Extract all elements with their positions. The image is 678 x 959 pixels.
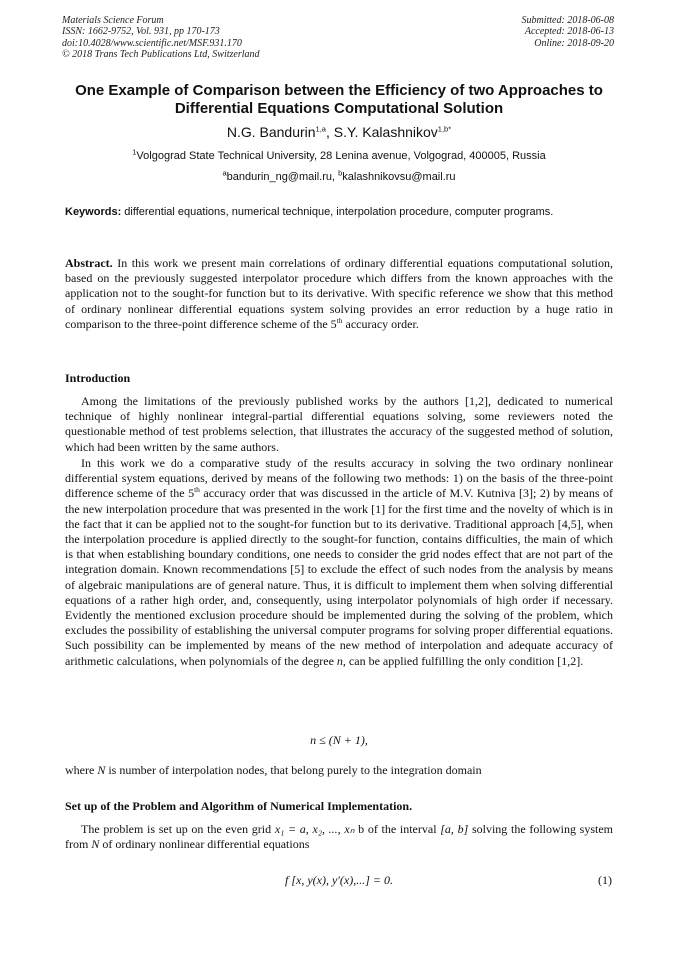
intro-paragraph-2: [65, 456, 613, 669]
issn-line: ISSN: 1662-9752, Vol. 931, pp 170-173: [62, 26, 220, 38]
keywords-text: differential equations, numerical technique, interpolation procedure, computer programs.: [121, 206, 554, 218]
keywords-label: Keywords:: [65, 206, 122, 218]
email-address: kalashnikovsu@mail.ru: [342, 171, 456, 183]
keywords-block: [65, 205, 613, 220]
abstract-block: [65, 256, 613, 332]
journal-name: Materials Science Forum: [62, 15, 164, 26]
author-separator: ,: [325, 124, 334, 140]
math-variable: N: [97, 763, 106, 777]
affiliation: [40, 149, 638, 164]
affiliation-mark: 1: [132, 147, 137, 157]
paragraph-text: b of the interval: [354, 822, 441, 836]
author-name: S.Y. Kalashnikov: [333, 124, 438, 140]
ordinal-suffix: th: [336, 315, 343, 325]
paragraph-text: is number of interpolation nodes, that belong purely to the integration domain: [105, 763, 482, 777]
setup-paragraph: [65, 822, 613, 852]
author-affiliation-mark: 1,a: [315, 124, 326, 134]
paper-title: One Example of Comparison between the Efficiency of two Approaches to Differential Equations Computational Solution: [75, 82, 603, 117]
paragraph-text: where: [65, 763, 98, 777]
email-mark: b: [338, 168, 343, 178]
equation-number: (1): [598, 873, 612, 887]
publication-info: [62, 15, 260, 61]
intro-paragraph-1: Among the limitations of the previously published works by the authors [1,2], dedicated to numerical technique of highly nonlinear integral-partial differential equations solving, some reviewers noted the questionable method of test problems selection, that illustrates the accuracy of the suggested method of solution, which had been written by the same authors.: [65, 394, 613, 454]
affiliation-text: Volgograd State Technical University, 28 Lenina avenue, Volgograd, 400005, Russia: [136, 150, 546, 162]
author-emails: [40, 170, 638, 185]
section-heading-introduction: Introduction: [65, 371, 131, 385]
where-clause: [65, 763, 613, 778]
doi-line: doi:10.4028/www.scientific.net/MSF.931.170: [62, 37, 242, 49]
math-variable: n: [336, 653, 343, 668]
email-address: bandurin_ng@mail.ru,: [226, 171, 339, 183]
abstract-text-end: accuracy order.: [342, 316, 419, 331]
ordinal-suffix: th: [194, 485, 200, 495]
paragraph-text: The problem is set up on the even grid: [81, 822, 275, 836]
abstract-label: Abstract.: [65, 256, 113, 270]
paragraph-text: of ordinary nonlinear differential equations: [99, 837, 310, 852]
submitted-date: Submitted: 2018-06-08: [521, 15, 614, 26]
publication-dates: [522, 15, 615, 49]
author-list: [40, 123, 638, 141]
grid-definition: x₁ = a, x₂, ..., xₙ: [274, 822, 355, 836]
paragraph-text: , can be applied fulfilling the only condition [1,2].: [342, 653, 584, 668]
abstract-text: In this work we present main correlations of ordinary differential equations computational solution, based on the previously suggested interpolator procedure which differs from the known approaches with the application not to the sought-for function but to its derivative. With specific reference we show that this method of ordinary nonlinear differential equations system solving provides an error reduction by a huge ratio in comparison to the three-point difference scheme of the 5: [65, 256, 613, 331]
inline-equation: n ≤ (N + 1),: [310, 733, 368, 747]
accepted-date: Accepted: 2018-06-13: [524, 26, 614, 38]
email-mark: a: [222, 168, 227, 178]
equation-1: f [x, y(x), y′(x),...] = 0.: [284, 873, 393, 887]
section-heading-setup: Set up of the Problem and Algorithm of Numerical Implementation.: [65, 799, 413, 813]
online-date: Online: 2018-09-20: [534, 37, 614, 49]
paragraph-text: In this work we do a comparative study of the results accuracy in solving the two ordinary nonlinear differential system equations, derived by means of the following two methods: 1) on the basis of the three-point difference scheme of the 5: [65, 456, 613, 501]
author-name: N.G. Bandurin: [226, 124, 316, 140]
author-affiliation-mark: 1,b*: [437, 124, 452, 134]
interval-notation: [a, b]: [440, 822, 469, 836]
paragraph-text: solving the following system from: [65, 822, 614, 852]
math-variable: N: [91, 837, 100, 852]
paragraph-text: accuracy order that was discussed in the article of M.V. Kutniva [3]; 2) by means of the new interpolation procedure that was presented in the work [1] for the first time and the novelty of which is in the fact that it can be applied not to the sought-for function but to its derivative. Traditional approach [4,5], when the interpolation procedure is applied directly to the sought-for function, contains difficulties, the main of which is that when establishing boundary conditions, one needs to consider the grid nodes effect that are not part of the integration domain. Known recommendations [5] to exclude the effect of such nodes from the analysis by means of algebraic manipulations are of general nature. Thus, it is difficult to implement them when solving differential equations of a rather high order, and, consequently, using interpolator polynomials of high order if necessary. Evidently the mentioned exclusion procedure should be implemented during the solving of the problem, which excludes the possibility of establishing the universal computer programs for solving proper differential equations. Such possibility can be implemented by means of the new method of interpolation and adequate accuracy of arithmetic calculations, when polynomials of the degree: [65, 486, 613, 668]
copyright-line: © 2018 Trans Tech Publications Ltd, Switzerland: [62, 49, 260, 61]
